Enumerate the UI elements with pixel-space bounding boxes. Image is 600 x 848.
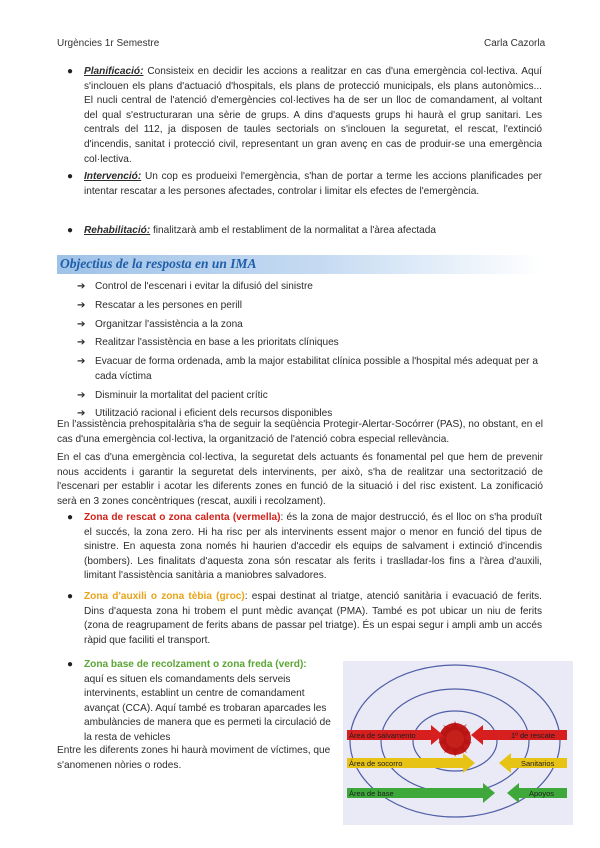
list-item bbox=[77, 299, 547, 314]
header-author: Carla Cazorla bbox=[484, 38, 546, 49]
list-item bbox=[77, 355, 547, 384]
zone-text: aquí es situen els comandaments dels serveis intervinents, establint un centre de comandament avançat (CCA). Aquí també es trobaran aparcades les ambulàncies de manera que es permeti la circulació de la resta de vehicles bbox=[84, 673, 331, 743]
zone-base bbox=[67, 658, 338, 746]
label-salvamento: Área de salvamento bbox=[349, 731, 416, 740]
zone-name: Zona d'auxili o zona tèbia (groc) bbox=[84, 591, 245, 602]
arrow-right-icon: ➔ bbox=[77, 337, 86, 349]
phase-text: finalitzarà amb el restabliment de la normalitat a l'àrea afectada bbox=[150, 225, 437, 236]
bullet-icon: ● bbox=[67, 512, 74, 523]
list-item bbox=[77, 318, 547, 333]
arrow-right-icon: ➔ bbox=[77, 299, 86, 311]
zone-name: Zona base de recolzament o zona freda (verd): bbox=[84, 659, 307, 670]
paragraph-nories: Entre les diferents zones hi haurà moviment de víctimes, que s'anomenen nòries o rodes. bbox=[57, 745, 331, 771]
objective-text: Utilització racional i eficient dels recursos disponibles bbox=[95, 408, 333, 420]
label-sanitarios: Sanitarios bbox=[521, 759, 555, 768]
label-apoyos: Apoyos bbox=[529, 789, 555, 798]
zone-name: Zona de rescat o zona calenta (vermella) bbox=[84, 512, 281, 523]
phase-term: Intervenció: bbox=[84, 171, 142, 182]
arrow-right-icon: ➔ bbox=[77, 389, 86, 401]
list-item bbox=[77, 389, 547, 404]
bullet-icon: ● bbox=[67, 225, 74, 236]
phase-intervencio bbox=[67, 170, 542, 199]
paragraph-sectoritzacio: En el cas d'una emergència col·lectiva, la seguretat dels actuants és fonamental pel que hem de prevenir nous accidents i garantir la seguretat dels intervinents, per això, s'ha de realitzar una sectorització de l'escenari per establir i acotar les diferents zones en funció de la situació i del risc existent. La zonificació serà en 3 zones concèntriques (rescat, auxili i recolzament). bbox=[57, 452, 543, 507]
phase-term: Rehabilitació: bbox=[84, 225, 151, 236]
phase-rehabilitacio bbox=[67, 224, 542, 239]
section-heading bbox=[57, 255, 543, 274]
phase-text: Un cop es produeixi l'emergència, s'han de portar a terme les accions planificades per intentar rescatar a les persones afectades, controlar i limitar els efectes de l'emergència. bbox=[84, 171, 542, 197]
phase-term: Planificació: bbox=[84, 66, 144, 77]
zone-text: : és la zona de major destrucció, és el lloc on s'ha produït el succés, la zona zero. Hi ha risc per als intervinents essent major o menor en funció del tipus de sinistre. En aquesta zona només hi haurien d'accedir els equips de salvament i extinció d'incendis (bombers). Les finalitats d'aquesta zona són rescatar als ferits i traslladar-los fins a l'àrea d'auxili, limitant l'assistència sanitària a maniobres salvadores. bbox=[84, 512, 543, 582]
list-item bbox=[77, 280, 547, 295]
zone-auxili bbox=[67, 590, 542, 648]
objectives-list bbox=[77, 280, 547, 426]
header-course: Urgències 1r Semestre bbox=[57, 38, 160, 49]
zone-rescat bbox=[67, 511, 543, 584]
objective-text: Realitzar l'assistència en base a les prioritats clíniques bbox=[95, 337, 339, 349]
list-item bbox=[77, 336, 547, 351]
objective-text: Organitzar l'assistència a la zona bbox=[95, 318, 243, 330]
arrow-right-icon: ➔ bbox=[77, 281, 86, 292]
objective-text: Control de l'escenari i evitar la difusió del sinistre bbox=[95, 281, 313, 292]
label-socorro: Área de socorro bbox=[349, 759, 403, 768]
bullet-icon: ● bbox=[67, 659, 74, 670]
label-rescate: 1º de rescate bbox=[511, 731, 556, 740]
paragraph-pas: En l'assistència prehospitalària s'ha de seguir la seqüència Protegir-Alertar-Socórrer (PAS), no obstant, en el cas d'una emergència col·lectiva, la organització de l'atenció cobra especial rellevància. bbox=[57, 419, 543, 445]
phase-text: Consisteix en decidir les accions a realitzar en cas d'una emergència col·lectiva. Aquí s'inclouen els plans d'actuació d'hospitals, els plans de protecció municipals, els plans autonòmics... El nucli central de l'atenció d'emergències col·lectives ha de ser un lloc de comandament, al voltant del qual s'estructuraran una sèrie de grups. A dins d'aquests grups hi haurà el grup sanitari. Les centrals del 112, ja disposen de taules sectorials on s'inclouen la seguretat, el rescat, l'extinció d'incendis, sanitat i protecció civil, representant un gran avenç en cas de produir-se una emergència col·lectiva. bbox=[84, 66, 542, 165]
bullet-icon: ● bbox=[67, 66, 74, 77]
bullet-icon: ● bbox=[67, 171, 74, 182]
arrow-right-icon: ➔ bbox=[77, 318, 86, 330]
arrow-right-icon: ➔ bbox=[77, 408, 86, 420]
zone-text: : espai destinat al triatge, atenció sanitària i evacuació de ferits. Dins d'aquesta zona hi trobem el punt mèdic avançat (PMA). També es pot ubicar un niu de ferits (zona de reagrupament de ferits abans de passar pel triatge). És un espai segur i ampli amb un accés ràpid que faciliti el transport. bbox=[84, 591, 542, 646]
label-base: Área de base bbox=[349, 789, 394, 798]
objective-text: Disminuir la mortalitat del pacient crític bbox=[95, 389, 268, 401]
zones-diagram bbox=[343, 661, 573, 825]
bullet-icon: ● bbox=[67, 591, 74, 602]
section-title: Objectius de la resposta en un IMA bbox=[60, 256, 257, 271]
phase-planificacio bbox=[67, 65, 542, 167]
objective-text: Rescatar a les persones en perill bbox=[95, 299, 242, 311]
arrow-right-icon: ➔ bbox=[77, 356, 86, 368]
objective-text: Evacuar de forma ordenada, amb la major estabilitat clínica possible a l'hospital més adequat per a cada víctima bbox=[95, 356, 538, 382]
